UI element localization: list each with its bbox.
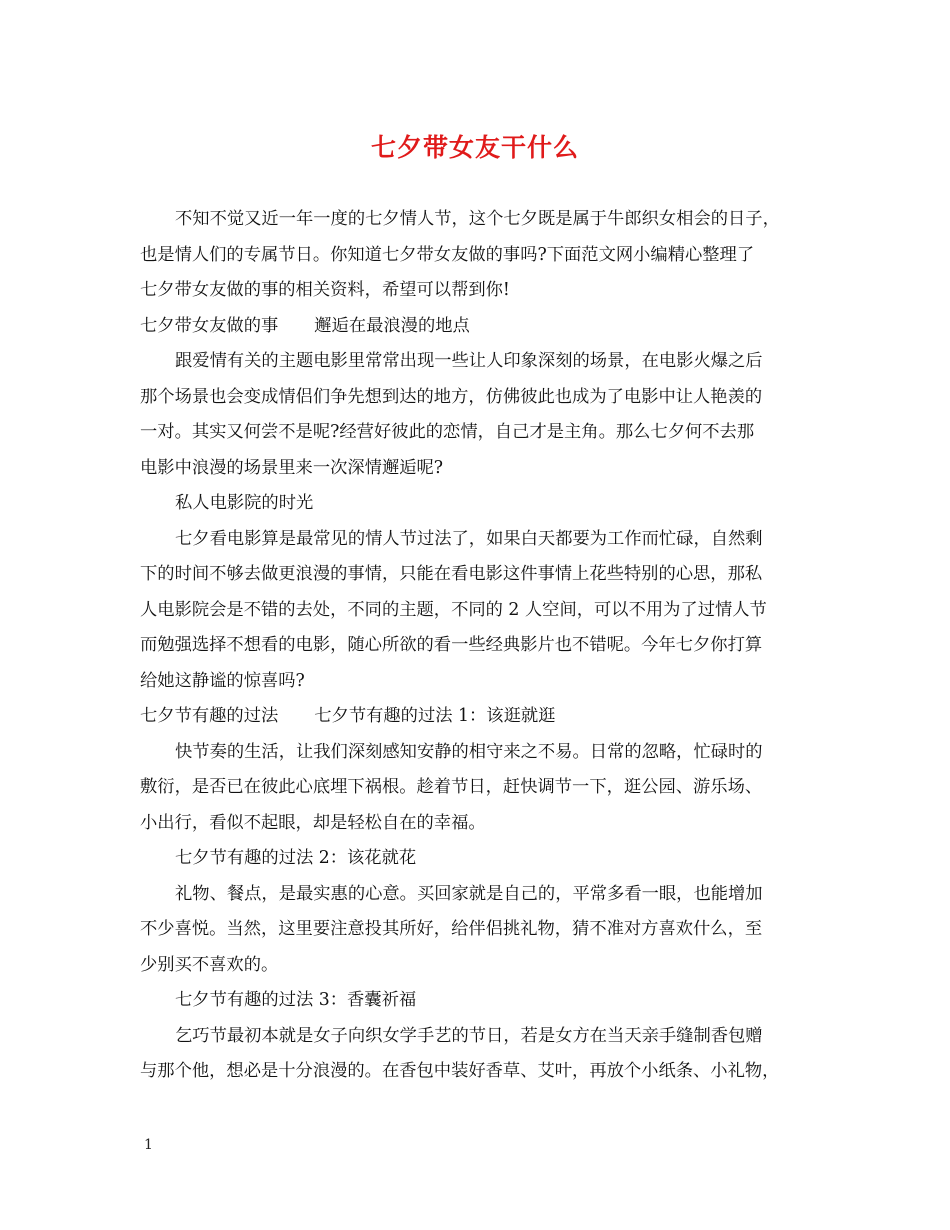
body-line: [140, 664, 840, 700]
body-line: [140, 983, 840, 1019]
body-line: [140, 451, 840, 487]
body-line: [140, 202, 840, 238]
line-text: 敷衍，是否已在彼此心底埋下祸根。趁着节日，赶快调节一下，逛公园、游乐场、: [140, 777, 763, 797]
line-text: 电影中浪漫的场景里来一次深情邂逅呢?: [140, 457, 444, 478]
body-line: [140, 948, 840, 984]
body-line: [140, 415, 840, 451]
body-line: [140, 806, 840, 842]
line-text: 小出行，看似不起眼，却是轻松自在的幸福。: [140, 812, 486, 833]
body-line: [140, 912, 840, 948]
line-text: 私人电影院的时光: [175, 493, 314, 513]
line-text: 那个场景也会变成情侣们争先想到达的地方，仿佛彼此也成为了电影中让人艳羡的: [140, 386, 763, 407]
line-subheading: 七夕节有趣的过法 1：该逛就逛: [314, 706, 556, 726]
line-text: 少别买不喜欢的。: [140, 954, 279, 975]
line-text: 不少喜悦。当然，这里要注意投其所好，给伴侣挑礼物，猜不准对方喜欢什么，至: [140, 919, 763, 939]
line-text: 给她这静谧的惊喜吗?: [140, 670, 305, 691]
body-line: [140, 735, 840, 771]
line-text: 也是情人们的专属节日。你知道七夕带女友做的事吗?下面范文网小编精心整理了: [140, 244, 755, 265]
body-line: [140, 273, 840, 309]
line-text: 人电影院会是不错的去处，不同的主题，不同的 2 人空间，可以不用为了过情人节: [140, 599, 767, 620]
line-text: 七夕带女友做的事的相关资料，希望可以帮到你!: [140, 280, 510, 300]
line-text: 与那个他，想必是十分浪漫的。在香包中装好香草、艾叶，再放个小纸条、小礼物，: [140, 1061, 780, 1081]
line-text: 七夕带女友做的事: [140, 315, 279, 336]
line-text: 跟爱情有关的主题电影里常常出现一些让人印象深刻的场景，在电影火爆之后: [175, 351, 763, 371]
line-text: 七夕节有趣的过法 2：该花就花: [175, 848, 417, 868]
line-text: 而勉强选择不想看的电影，随心所欲的看一些经典影片也不错呢。今年七夕你打算: [140, 635, 763, 655]
line-text: 下的时间不够去做更浪漫的事情，只能在看电影这件事情上花些特别的心思，那私: [140, 564, 763, 584]
line-text: 礼物、餐点，是最实惠的心意。买回家就是自己的，平常多看一眼，也能增加: [175, 883, 763, 904]
body-line: [140, 593, 840, 629]
body-line: [140, 699, 840, 735]
body-line: [140, 557, 840, 593]
body-line: [140, 1019, 840, 1055]
line-text: 七夕看电影算是最常见的情人节过法了，如果白天都要为工作而忙碌，自然剩: [175, 528, 763, 549]
body-line: [140, 770, 840, 806]
body-line: [140, 486, 840, 522]
body-line: [140, 628, 840, 664]
line-text: 一对。其实又何尝不是呢?经营好彼此的恋情，自己才是主角。那么七夕何不去那: [140, 422, 755, 442]
document-body: [140, 202, 840, 1090]
line-subheading: 邂逅在最浪漫的地点: [314, 315, 470, 336]
line-text: 快节奏的生活，让我们深刻感知安静的相守来之不易。日常的忽略，忙碌时的: [175, 741, 763, 762]
body-line: [140, 238, 840, 274]
page-title: 七夕带女友干什么: [370, 133, 579, 162]
body-line: [140, 344, 840, 380]
body-line: [140, 380, 840, 416]
line-text: 不知不觉又近一年一度的七夕情人节，这个七夕既是属于牛郎织女相会的日子，: [175, 209, 780, 229]
line-text: 乞巧节最初本就是女子向织女学手艺的节日，若是女方在当天亲手缝制香包赠: [175, 1025, 763, 1046]
body-line: [140, 309, 840, 345]
page-number: 1: [144, 1137, 153, 1153]
body-line: [140, 1054, 840, 1090]
body-line: [140, 522, 840, 558]
line-text: 七夕节有趣的过法 3：香囊祈福: [175, 990, 417, 1010]
line-text: 七夕节有趣的过法: [140, 706, 279, 726]
body-line: [140, 841, 840, 877]
body-line: [140, 877, 840, 913]
